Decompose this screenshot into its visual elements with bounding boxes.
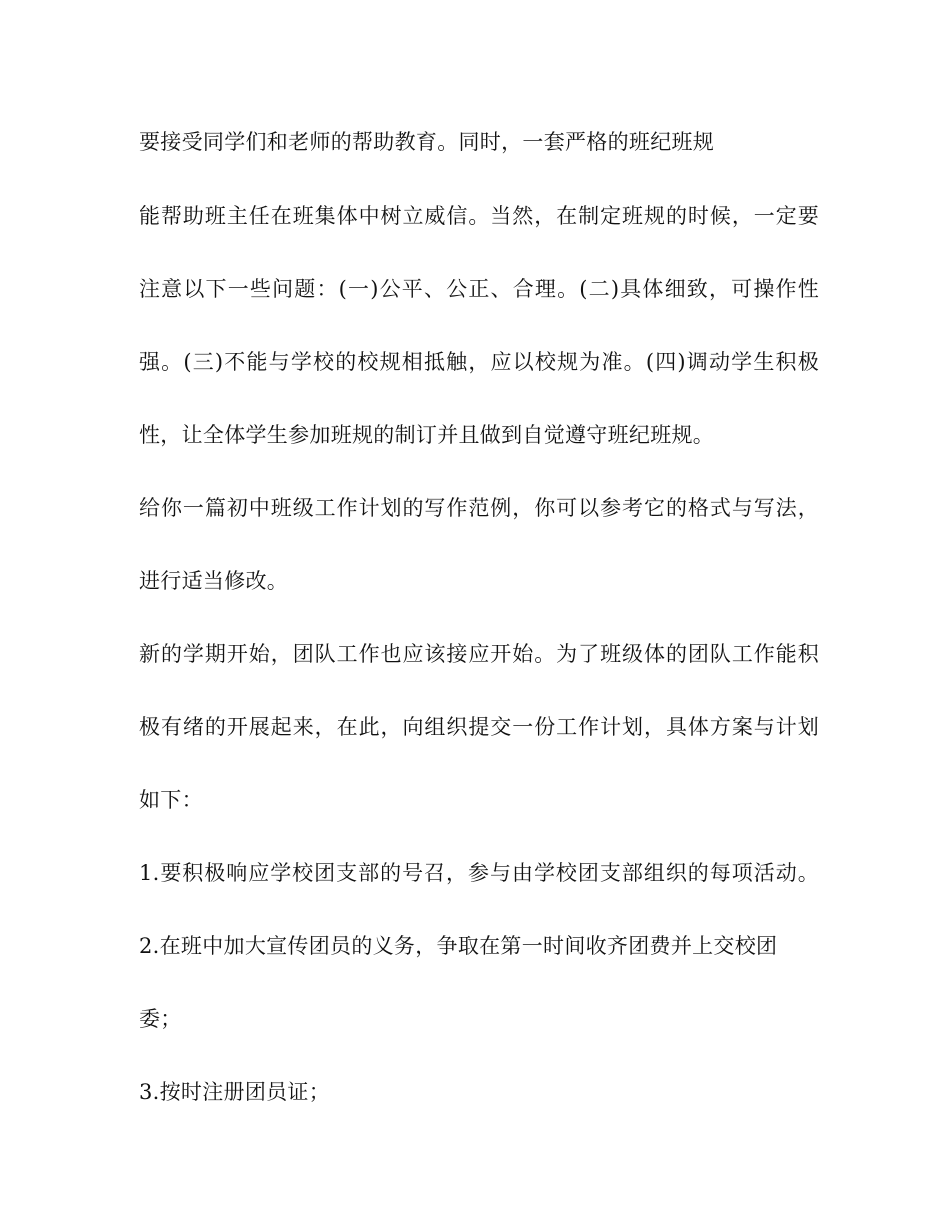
list-item: 2.在班中加大宣传团员的义务，争取在第一时间收齐团费并上交校团: [139, 934, 778, 958]
paragraph-line: 新的学期开始，团队工作也应该接应开始。为了班级体的团队工作能积: [139, 642, 819, 666]
paragraph-line: 强。(三)不能与学校的校规相抵触，应以校规为准。(四)调动学生积极: [139, 350, 819, 374]
paragraph-line: 注意以下一些问题：(一)公平、公正、合理。(二)具体细致，可操作性: [139, 277, 819, 301]
paragraph-line: 性，让全体学生参加班规的制订并且做到自觉遵守班纪班规。: [139, 423, 715, 447]
paragraph-line: 如下：: [139, 788, 203, 812]
paragraph-line: 要接受同学们和老师的帮助教育。同时，一套严格的班纪班规: [139, 130, 715, 154]
list-item-continuation: 委；: [139, 1007, 182, 1031]
paragraph-line: 极有绪的开展起来，在此，向组织提交一份工作计划，具体方案与计划: [139, 715, 819, 739]
list-item: 3.按时注册团员证；: [139, 1080, 331, 1104]
paragraph-line: 给你一篇初中班级工作计划的写作范例，你可以参考它的格式与写法，: [139, 496, 819, 520]
paragraph-line: 进行适当修改。: [139, 569, 289, 593]
paragraph-line: 能帮助班主任在班集体中树立威信。当然，在制定班规的时候，一定要: [139, 204, 819, 228]
list-item: 1.要积极响应学校团支部的号召，参与由学校团支部组织的每项活动。: [139, 861, 819, 885]
